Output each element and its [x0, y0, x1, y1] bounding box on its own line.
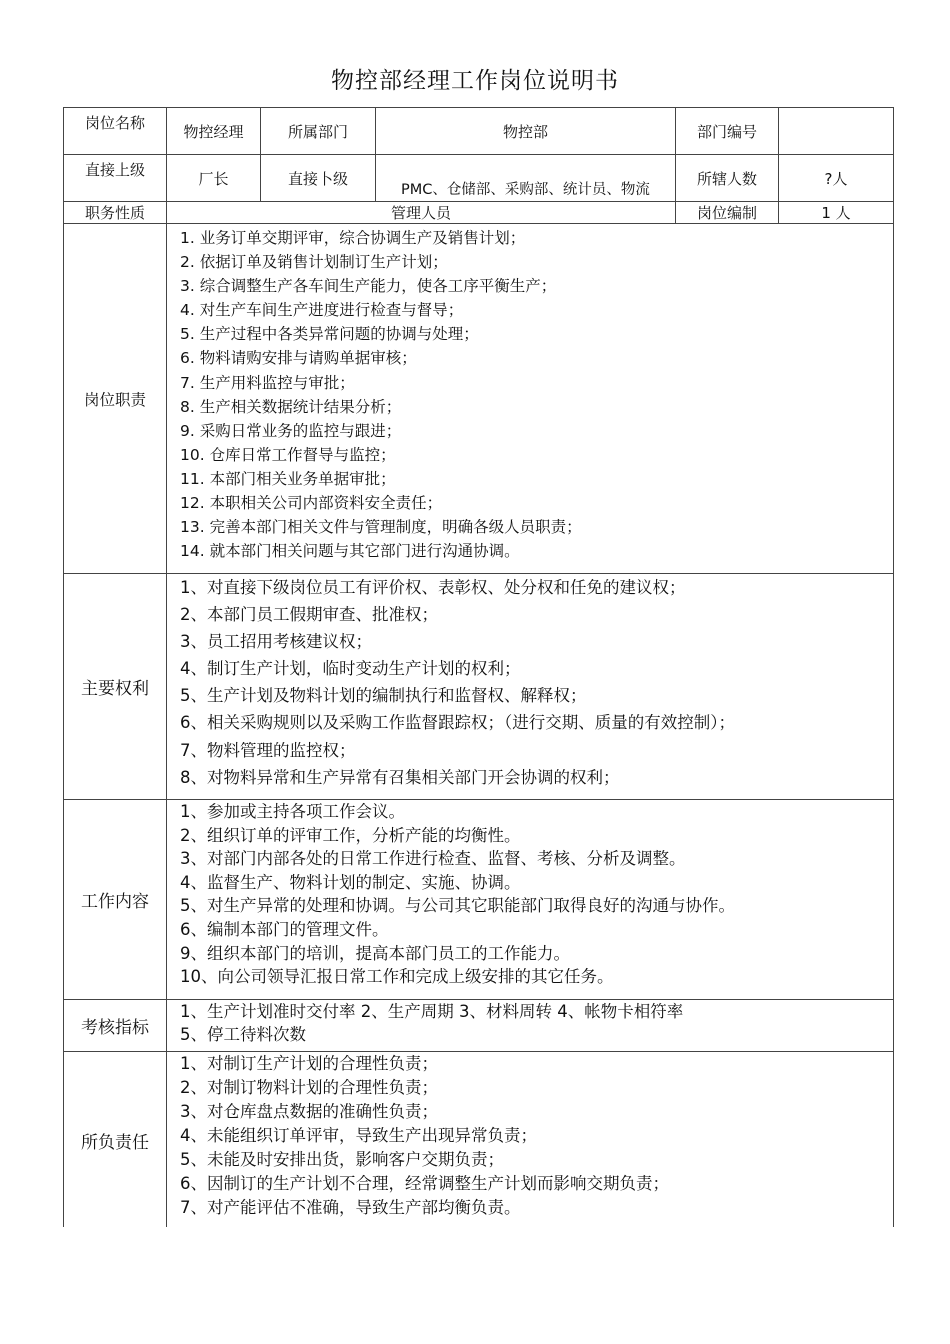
- list-item: 13. 完善本部门相关文件与管理制度，明确各级人员职责；: [180, 518, 582, 537]
- list-item: 7. 生产用料监控与审批；: [180, 373, 355, 392]
- label-direct-superior: 直接上级: [64, 155, 167, 202]
- list-item: 2、组织订单的评审工作，分析产能的均衡性。: [180, 825, 521, 845]
- section-rights: [64, 574, 894, 800]
- list-item: 4. 对生产车间生产进度进行检查与督导；: [180, 301, 464, 320]
- list-item: 2、对制订物料计划的合理性负责；: [180, 1078, 438, 1097]
- label-department-code: 部门编号: [676, 108, 779, 155]
- list-item: 4、未能组织订单评审，导致生产出现异常负责；: [180, 1126, 537, 1145]
- section-label-rights: 主要权利: [64, 574, 167, 800]
- section-responsibility: [64, 1052, 894, 1232]
- list-item: 4、监督生产、物料计划的制定、实施、协调。: [180, 872, 521, 892]
- value-department-code: [779, 108, 894, 155]
- list-item: 5. 生产过程中各类异常问题的协调与处理；: [180, 325, 479, 344]
- list-item: 6. 物料请购安排与请购单据审核；: [180, 349, 417, 368]
- value-position-name: 物控经理: [167, 108, 261, 155]
- list-item: 7、物料管理的监控权；: [180, 740, 356, 760]
- list-item: 1、对制订生产计划的合理性负责；: [180, 1054, 438, 1073]
- list-item: 2、本部门员工假期审查、批准权；: [180, 605, 438, 625]
- list-item: 6、因制订的生产计划不合理，经常调整生产计划而影响交期负责；: [180, 1174, 669, 1193]
- work-list: [167, 800, 894, 1000]
- section-duties: [64, 224, 894, 574]
- list-item: 3、员工招用考核建议权；: [180, 632, 372, 652]
- value-direct-superior: 厂长: [167, 155, 261, 202]
- section-work: [64, 800, 894, 1000]
- kpi-list: [167, 1000, 894, 1052]
- label-direct-subordinate: 直接卜级: [261, 155, 376, 202]
- list-item: 8. 生产相关数据统计结果分析；: [180, 397, 402, 416]
- header-row-3: [64, 202, 894, 224]
- value-job-nature: 管理人员: [167, 202, 676, 224]
- header-row-2: [64, 155, 894, 202]
- value-headcount: ?人: [779, 155, 894, 202]
- list-item: 12. 本职相关公司内部资料安全责任；: [180, 494, 443, 513]
- rights-list: [167, 574, 894, 800]
- job-description-table: [63, 107, 894, 1232]
- list-item: 1、参加或主持各项工作会议。: [180, 802, 405, 821]
- list-item: 6、相关采购规则以及采购工作监督跟踪权；（进行交期、质量的有效控制）；: [180, 713, 735, 733]
- list-item: 7、对产能评估不准确，导致生产部均衡负责。: [180, 1198, 521, 1217]
- list-item: 10. 仓库日常工作督导与监控；: [180, 445, 396, 464]
- value-staffing: 1 人: [779, 202, 894, 224]
- value-department: 物控部: [376, 108, 676, 155]
- list-item: 1、对直接下级岗位员工有评价权、表彰权、处分权和任免的建议权；: [180, 578, 686, 597]
- list-item: 3、对部门内部各处的日常工作进行检查、监督、考核、分析及调整。: [180, 849, 686, 869]
- list-item: 3. 综合调整生产各车间生产能力，使各工序平衡生产；: [180, 277, 557, 296]
- page-bottom-mask: [0, 1227, 950, 1233]
- list-item: 10、向公司领导汇报日常工作和完成上级安排的其它任务。: [180, 967, 614, 987]
- list-item: 5、对生产异常的处理和协调。与公司其它职能部门取得良好的沟通与协作。: [180, 896, 735, 916]
- label-department: 所属部门: [261, 108, 376, 155]
- section-label-responsibility: 所负责任: [64, 1052, 167, 1232]
- list-item: 1. 业务订单交期评审，综合协调生产及销售计划；: [180, 229, 526, 247]
- section-label-duties: 岗位职责: [64, 224, 167, 574]
- list-item: 5、停工待料次数: [180, 1025, 306, 1044]
- label-staffing: 岗位编制: [676, 202, 779, 224]
- label-job-nature: 职务性质: [64, 202, 167, 224]
- duties-list: [167, 224, 894, 574]
- list-item: 5、生产计划及物料计划的编制执行和监督权、解释权；: [180, 686, 587, 706]
- list-item: 3、对仓库盘点数据的准确性负责；: [180, 1102, 438, 1121]
- responsibility-list: [167, 1052, 894, 1232]
- list-item: 1、生产计划准时交付率 2、生产周期 3、材料周转 4、帐物卡相符率: [180, 1002, 684, 1021]
- value-direct-subordinate: PMC、仓储部、采购部、统计员、物流: [376, 155, 676, 202]
- list-item: 11. 本部门相关业务单据审批；: [180, 469, 396, 488]
- section-label-work: 工作内容: [64, 800, 167, 1000]
- list-item: 6、编制本部门的管理文件。: [180, 919, 389, 939]
- list-item: 9. 采购日常业务的监控与跟进；: [180, 421, 402, 440]
- document-title: 物控部经理工作岗位说明书: [331, 68, 619, 94]
- label-headcount: 所辖人数: [676, 155, 779, 202]
- list-item: 5、未能及时安排出货，影响客户交期负责；: [180, 1150, 504, 1169]
- list-item: 8、对物料异常和生产异常有召集相关部门开会协调的权利；: [180, 767, 620, 787]
- header-row-1: [64, 108, 894, 155]
- list-item: 9、组织本部门的培训，提高本部门员工的工作能力。: [180, 943, 570, 963]
- section-label-kpi: 考核指标: [64, 1000, 167, 1052]
- section-kpi: [64, 1000, 894, 1052]
- list-item: 2. 依据订单及销售计划制订生产计划；: [180, 253, 448, 272]
- list-item: 14. 就本部门相关问题与其它部门进行沟通协调。: [180, 542, 520, 561]
- label-position-name: 岗位名称: [64, 108, 167, 155]
- list-item: 4、制订生产计划，临时变动生产计划的权利；: [180, 659, 521, 679]
